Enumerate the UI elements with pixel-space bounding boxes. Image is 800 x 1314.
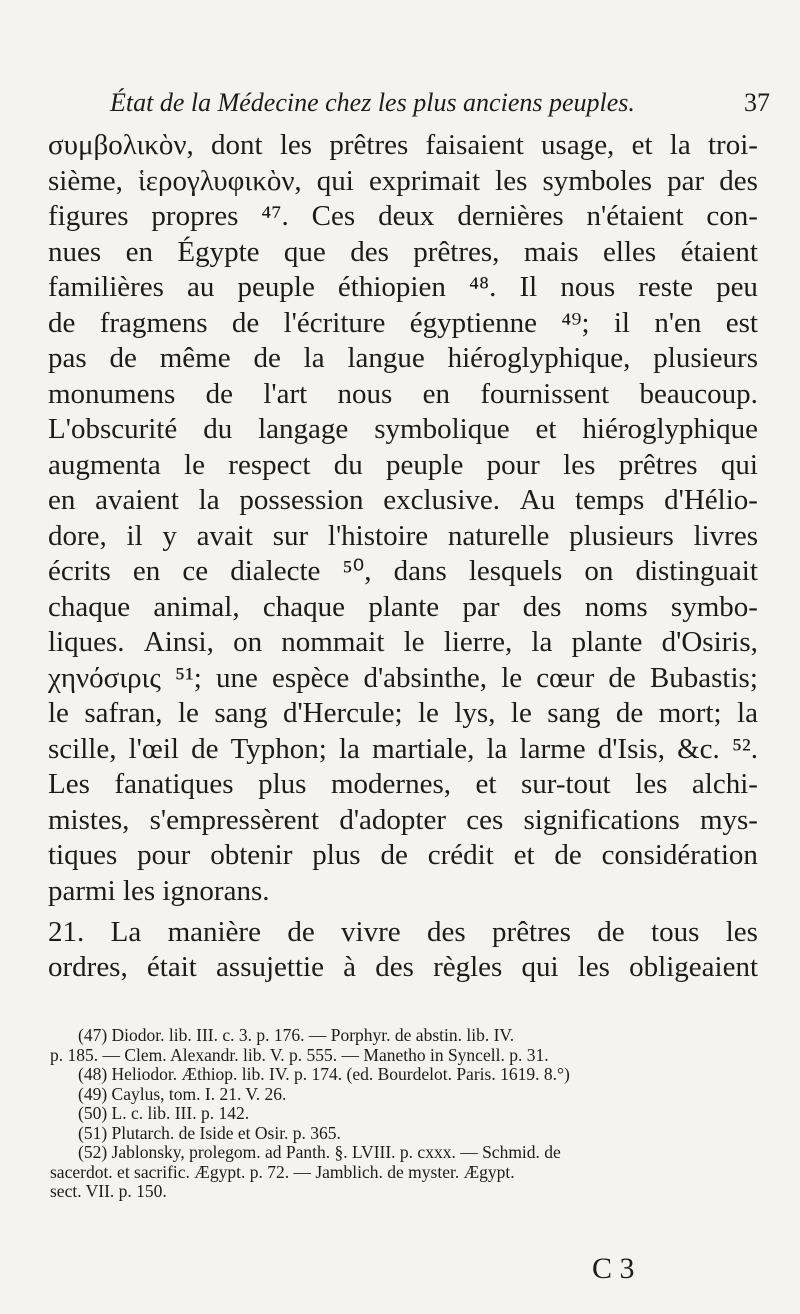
text-line: dore, il y avait sur l'histoire naturelle plusieurs livres (48, 519, 758, 552)
footnote-line: sacerdot. et sacrific. Ægypt. p. 72. — Jamblich. de myster. Ægypt. (50, 1161, 515, 1182)
footnote-line: sect. VII. p. 150. (50, 1181, 167, 1201)
footnotes (50, 1026, 760, 1202)
text-line: le safran, le sang d'Hercule; le lys, le sang de mort; la (48, 697, 758, 729)
text-line: ordres, était assujettie à des règles qui les obligeaient (48, 951, 758, 983)
text-line: chaque animal, chaque plante par des noms symbo- (48, 590, 758, 623)
text-line: συμβολικὸν, dont les prêtres faisaient usage, et la troi- (48, 129, 758, 161)
text-line: familières au peuple éthiopien ⁴⁸. Il nous reste peu (48, 271, 758, 303)
text-line: mistes, s'empressèrent d'adopter ces significations mys- (48, 803, 758, 836)
running-header (110, 88, 770, 122)
main-paragraph (48, 128, 758, 909)
text-line: liques. Ainsi, on nommait le lierre, la plante d'Osiris, (48, 626, 758, 658)
signature-mark: C 3 (592, 1252, 635, 1285)
footnote-line: (48) Heliodor. Æthiop. lib. IV. p. 174. (ed. Bourdelot. Paris. 1619. 8.°) (78, 1064, 570, 1084)
section-21-paragraph (48, 915, 758, 985)
text-line: augmenta le respect du peuple pour les prêtres qui (48, 448, 758, 481)
text-line: écrits en ce dialecte ⁵⁰, dans lesquels on distinguait (48, 555, 758, 587)
footnote-line: (51) Plutarch. de Iside et Osir. p. 365. (78, 1122, 341, 1143)
text-line: sième, ἱερογλυφικὸν, qui exprimait les symboles par des (48, 164, 758, 197)
running-title: État de la Médecine chez les plus anciens peuples. (110, 88, 635, 117)
text-line: monumens de l'art nous en fournissent beaucoup. (48, 377, 758, 410)
text-line: en avaient la possession exclusive. Au temps d'Hélio- (48, 484, 758, 516)
text-line: tiques pour obtenir plus de crédit et de considération (48, 839, 758, 871)
footnote-line: (50) L. c. lib. III. p. 142. (78, 1103, 250, 1123)
text-line: pas de même de la langue hiéroglyphique, plusieurs (48, 342, 758, 374)
text-line: figures propres ⁴⁷. Ces deux dernières n'étaient con- (48, 200, 758, 232)
text-line: nues en Égypte que des prêtres, mais elles étaient (48, 235, 758, 268)
footnote-line: (52) Jablonsky, prolegom. ad Panth. §. LVIII. p. cxxx. — Schmid. de (78, 1142, 561, 1162)
footnote-line: (49) Caylus, tom. I. 21. V. 26. (78, 1083, 287, 1104)
text-line: de fragmens de l'écriture égyptienne ⁴⁹; il n'en est (48, 306, 758, 339)
text-line: Les fanatiques plus modernes, et sur-tout les alchi- (48, 768, 758, 800)
text-line: 21. La manière de vivre des prêtres de tous les (48, 916, 758, 948)
page-number: 37 (744, 88, 770, 117)
text-line: χηνόσιρις ⁵¹; une espèce d'absinthe, le cœur de Bubastis; (48, 661, 758, 694)
text-line: parmi les ignorans. (48, 874, 270, 907)
footnote-line: (47) Diodor. lib. III. c. 3. p. 176. — Porphyr. de abstin. lib. IV. (78, 1025, 515, 1045)
text-line: scille, l'œil de Typhon; la martiale, la larme d'Isis, &c. ⁵². (48, 732, 758, 765)
footnote-line: p. 185. — Clem. Alexandr. lib. V. p. 555. — Manetho in Syncell. p. 31. (50, 1044, 549, 1065)
text-line: L'obscurité du langage symbolique et hiéroglyphique (48, 413, 758, 445)
